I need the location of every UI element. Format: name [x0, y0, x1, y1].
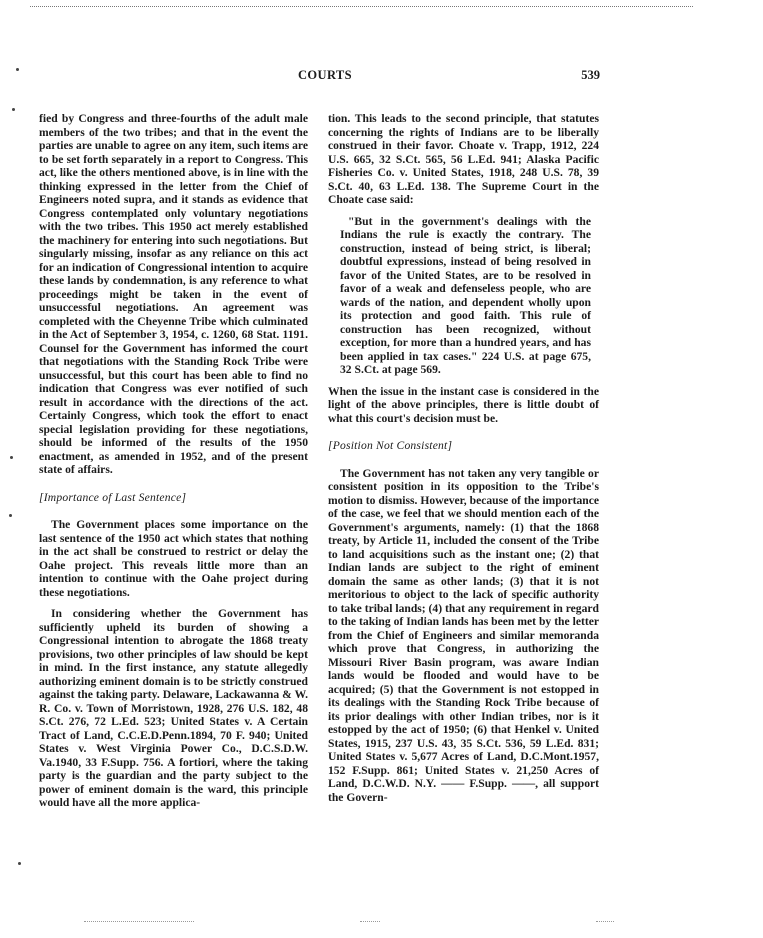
block-quote — [340, 215, 591, 377]
bottom-speck-rule — [596, 921, 614, 922]
section-heading-importance: [Importance of Last Sentence] — [39, 490, 187, 504]
right-paragraph-1: tion. This leads to the second principle, that statutes concerning the rights of Indians are to be liberally construed in their favor. Choate v. Trapp, 1912, 224 U.S. 665, 32 S.Ct. 565, 56 L.Ed. 941; Alaska Pacific Fisheries Co. v. United States, 1918, 248 U.S. 78, 39 S.Ct. 40, 63 L.Ed. 138. The Supreme Court in the Choate case said: — [328, 112, 599, 206]
left-column — [39, 112, 308, 810]
quote-text: "But in the government's dealings with the Indians the rule is exactly the contrary. The construction, instead of being strict, is liberal; doubtful expressions, instead of being resolved in favor of the United States, are to be resolved in favor of a weak and defenseless people, who are wards of the nation, and dependent wholly upon its protection and good faith. This rule of construction has been recognized, without exception, for more than a hundred years, and has been applied in tax cases." 224 U.S. at page 675, 32 S.Ct. at page 569. — [340, 214, 591, 376]
section-heading-position: [Position Not Consistent] — [328, 439, 453, 452]
left-paragraph-2: The Government places some importance on the last sentence of the 1950 act which states that nothing in the act shall be construed to restrict or delay the Oahe project. This reveals little more than an intention to continue with the Oahe project during these negotiations. — [39, 518, 308, 599]
running-head — [0, 68, 763, 84]
bottom-speck-rule — [360, 921, 380, 922]
top-border-rule — [30, 6, 693, 7]
right-column — [328, 112, 599, 804]
running-title: COURTS — [297, 68, 353, 82]
margin-speck — [16, 68, 19, 71]
left-paragraph-1: fied by Congress and three-fourths of the adult male members of the two tribes; and that in the event the parties are unable to agree on any item, such items are to be set forth separately in a report to Congress. This act, like the others mentioned above, is in line with the thinking expressed in the letter from the Chief of Engineers noted supra, and it stands as evidence that Congress contemplated only voluntary negotiations with the two tribes. This 1950 act merely established the machinery for entering into such negotiations. But singularly missing, insofar as any reliance on this act for an indication of Congressional intention to acquire these lands by condemnation, is any reference to what proceedings might be taken in the event of unsuccessful negotiations. An agreement was completed with the Cheyenne Tribe which culminated in the Act of September 3, 1954, c. 1260, 68 Stat. 1191. Counsel for the Government has informed the court that negotiations with the Standing Rock Tribe were unsuccessful, but this court has been able to find no indication that Congress was ever notified of such result in accordance with the directions of the act. Certainly Congress, which took the effort to enact special legislation providing for these negotiations, should be informed of the results of the 1950 enactment, as amended in 1952, and of the present state of affairs. — [39, 112, 308, 476]
page-number: 539 — [581, 68, 600, 82]
margin-speck — [18, 862, 21, 865]
margin-speck — [9, 514, 12, 517]
left-paragraph-3: In considering whether the Government has sufficiently upheld its burden of showing a Congressional intention to abrogate the 1868 treaty provisions, two other principles of law should be kept in mind. In the first instance, any statute allegedly authorizing eminent domain is to be strictly construed against the taking party. Delaware, Lackawanna & W. R. Co. v. Town of Morristown, 1928, 276 U.S. 182, 48 S.Ct. 276, 72 L.Ed. 523; United States v. A Certain Tract of Land, C.C.E.D.Penn.1894, 70 F. 940; United States v. West Virginia Power Co., D.C.S.D.W. Va.1940, 33 F.Supp. 756. A fortiori, where the taking party is the guardian and the party subject to the power of eminent domain is the ward, this principle would have all the more applica- — [39, 607, 308, 809]
margin-speck — [12, 108, 15, 111]
right-paragraph-2: When the issue in the instant case is considered in the light of the above principles, there is little doubt of what this court's decision must be. — [328, 384, 599, 425]
right-paragraph-3: The Government has not taken any very tangible or consistent position in its opposition to the Tribe's motion to dismiss. However, because of the importance of the case, we feel that we should mention each of the Government's arguments, namely: (1) that the 1868 treaty, by Article 11, included the consent of the Tribe to land acquisitions such as the instant one; (2) that Indian lands are subject to the right of eminent domain the same as other lands; (3) that it is not meritorious to object to the lack of specific authority to take tribal lands; (4) that any requirement in regard to the taking of Indian lands has been met by the letter from the Chief of Engineers and similar memoranda which prove that Congress, in authorizing the Missouri River Basin program, was aware Indian lands would be flooded and would have to be acquired; (5) that the Government is not estopped in its dealings with the Standing Rock Tribe because of its prior dealings with other Indian tribes, nor is it estopped by the act of 1950; (6) that Henkel v. United States, 1915, 237 U.S. 43, 35 S.Ct. 536, 59 L.Ed. 831; United States v. 5,677 Acres of Land, D.C.Mont.1957, 152 F.Supp. 861; United States v. 21,250 Acres of Land, D.C.W.D. N.Y. —— F.Supp. ——, all support the Govern- — [328, 466, 599, 804]
margin-speck — [10, 456, 13, 459]
bottom-speck-rule — [84, 921, 194, 922]
